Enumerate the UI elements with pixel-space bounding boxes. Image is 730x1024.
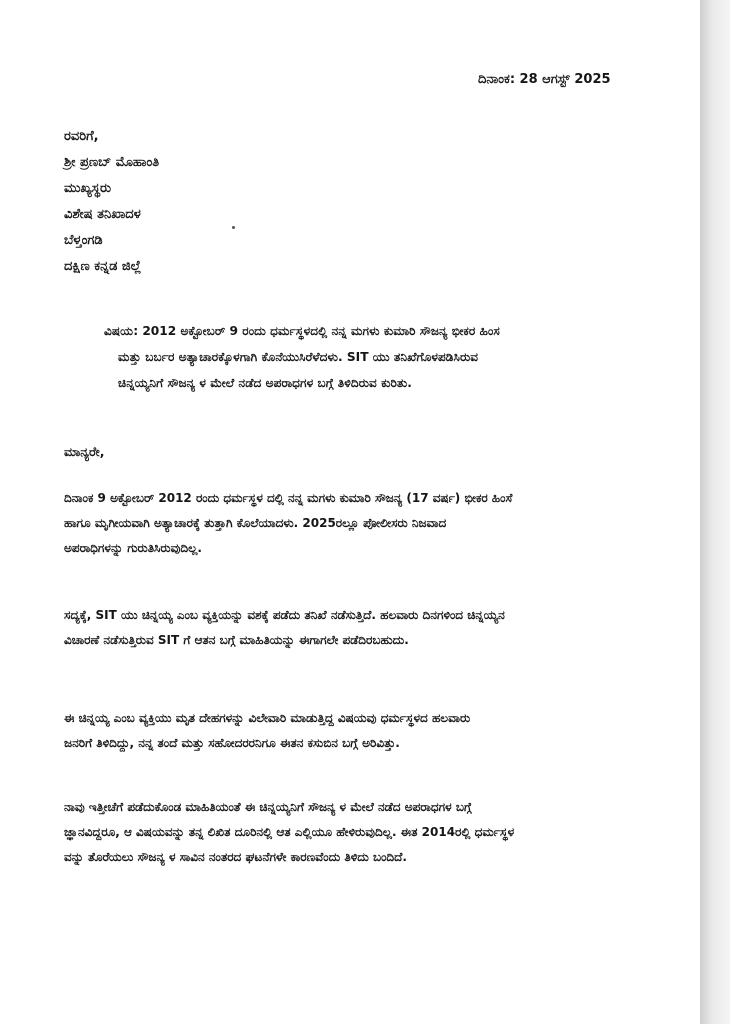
- address-line: ರವರಿಗೆ,: [64, 129, 99, 144]
- letter-date: ದಿನಾಂಕ: 28 ಆಗಸ್ಟ್ 2025: [478, 72, 611, 87]
- body-paragraph: [64, 486, 644, 561]
- body-paragraph: [64, 603, 644, 653]
- address-line: ಮುಖ್ಯಸ್ಥರು: [64, 181, 111, 196]
- paragraph-line: ಜನರಿಗೆ ತಿಳಿದಿದ್ದು, ನನ್ನ ತಂದೆ ಮತ್ತು ಸಹೋದರರನಿಗೂ ಈತನ ಕಸುಬಿನ ಬಗ್ಗೆ ಅರಿವಿತ್ತು.: [64, 736, 400, 750]
- body-paragraph: [64, 795, 644, 870]
- subject-line: ಚಿನ್ನಯ್ಯನಿಗೆ ಸೌಜನ್ಯ ಳ ಮೇಲೆ ನಡೆದ ಅಪರಾಧಗಳ ಬಗ್ಗೆ ತಿಳಿದಿರುವ ಕುರಿತು.: [118, 376, 412, 390]
- paragraph-line: ನಾವು ಇತ್ತೀಚೆಗೆ ಪಡೆದುಕೊಂಡ ಮಾಹಿತಿಯಂತೆ ಈ ಚಿನ್ನಯ್ಯನಿಗೆ ಸೌಜನ್ಯ ಳ ಮೇಲೆ ನಡೆದ ಅಪರಾಧಗಳ ಬಗ್ಗೆ: [64, 800, 472, 814]
- paragraph-line: ಜ್ಞಾನವಿದ್ದರೂ, ಆ ವಿಷಯವನ್ನು ತನ್ನ ಲಿಖಿತ ದೂರಿನಲ್ಲಿ ಆತ ಎಲ್ಲಿಯೂ ಹೇಳಿರುವುದಿಲ್ಲ. ಈತ 2014ರಲ್ಲಿ ಧರ್ಮಸ್ಥಳ: [64, 825, 515, 839]
- scan-edge-shadow: [700, 0, 730, 1024]
- address-line: ಬೆಳ್ತಂಗಡಿ: [64, 233, 103, 248]
- subject-line: ವಿಷಯ: 2012 ಅಕ್ಟೋಬರ್ 9 ರಂದು ಧರ್ಮಸ್ಥಳದಲ್ಲಿ ನನ್ನ ಮಗಳು ಕುಮಾರಿ ಸೌಜನ್ಯ ಭೀಕರ ಹಿಂಸ: [104, 324, 500, 338]
- paragraph-line: ಅಪರಾಧಿಗಳನ್ನು ಗುರುತಿಸಿರುವುದಿಲ್ಲ.: [64, 541, 202, 555]
- address-line: ಶ್ರೀ ಪ್ರಣಬ್ ಮೊಹಾಂತಿ: [64, 155, 160, 170]
- paragraph-line: ಈ ಚಿನ್ನಯ್ಯ ಎಂಬ ವ್ಯಕ್ತಿಯು ಮೃತ ದೇಹಗಳನ್ನು ವಿಲೇವಾರಿ ಮಾಡುತ್ತಿದ್ದ ವಿಷಯವು ಧರ್ಮಸ್ಥಳದ ಹಲವಾರು: [64, 711, 471, 725]
- paragraph-line: ವಿಚಾರಣೆ ನಡೆಸುತ್ತಿರುವ SIT ಗೆ ಆತನ ಬಗ್ಗೆ ಮಾಹಿತಿಯನ್ನು ಈಗಾಗಲೇ ಪಡೆದಿರಬಹುದು.: [64, 633, 409, 647]
- body-paragraph: [64, 706, 644, 756]
- paragraph-line: ಹಾಗೂ ಮೃಗೀಯವಾಗಿ ಅತ್ಯಾಚಾರಕ್ಕೆ ತುತ್ತಾಗಿ ಕೊಲೆಯಾದಳು. 2025ರಲ್ಲೂ ಪೋಲೀಸರು ನಿಜವಾದ: [64, 516, 447, 530]
- recipient-address: [64, 124, 159, 280]
- stray-ink-dot: [232, 226, 235, 229]
- subject-block: [104, 318, 644, 396]
- address-line: ವಿಶೇಷ ತನಿಖಾದಳ: [64, 207, 141, 222]
- paragraph-line: ದಿನಾಂಕ 9 ಅಕ್ಟೋಬರ್ 2012 ರಂದು ಧರ್ಮಸ್ಥಳ ದಲ್ಲಿ ನನ್ನ ಮಗಳು ಕುಮಾರಿ ಸೌಜನ್ಯ (17 ವರ್ಷ) ಭೀಕರ ಹಿಂಸೆ: [64, 491, 513, 505]
- paragraph-line: ಸದ್ಯಕ್ಕೆ, SIT ಯು ಚಿನ್ನಯ್ಯ ಎಂಬ ವ್ಯಕ್ತಿಯನ್ನು ವಶಕ್ಕೆ ಪಡೆದು ತನಿಖೆ ನಡೆಸುತ್ತಿದೆ. ಹಲವಾರು ದಿನಗಳಿಂದ ಚಿನ್ನಯ್ಯನ: [64, 608, 505, 622]
- subject-line: ಮತ್ತು ಬರ್ಬರ ಅತ್ಯಾಚಾರಕ್ಕೊಳಗಾಗಿ ಕೊನೆಯುಸಿರೆಳೆದಳು. SIT ಯು ತನಿಖೆಗೊಳಪಡಿಸಿರುವ: [118, 350, 479, 364]
- address-line: ದಕ್ಷಿಣ ಕನ್ನಡ ಜಿಲ್ಲೆ: [64, 259, 142, 274]
- salutation: ಮಾನ್ಯರೇ,: [64, 444, 105, 459]
- paragraph-line: ವನ್ನು ತೊರೆಯಲು ಸೌಜನ್ಯ ಳ ಸಾವಿನ ನಂತರದ ಘಟನೆಗಳೇ ಕಾರಣವೆಂದು ತಿಳಿದು ಬಂದಿದೆ.: [64, 850, 407, 864]
